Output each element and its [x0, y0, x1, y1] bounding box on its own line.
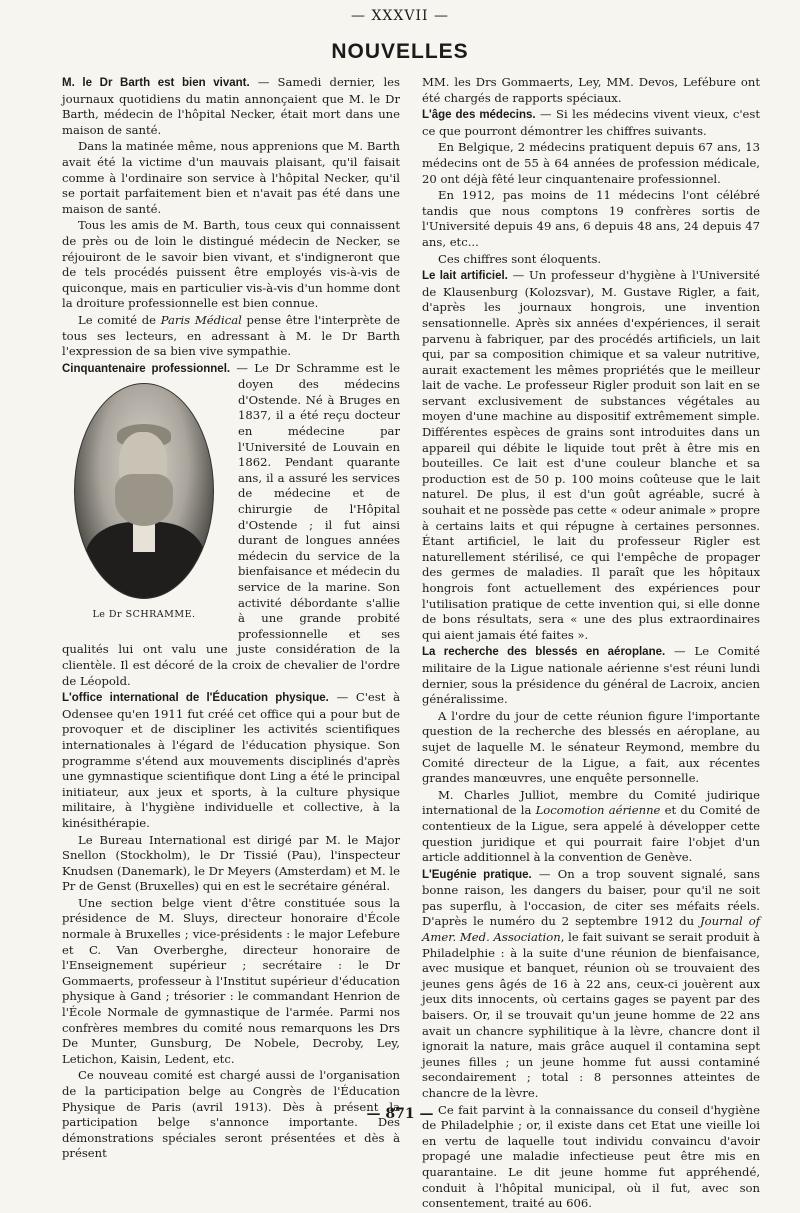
barth-paragraph-1: M. le Dr Barth est bien vivant. — Samedi dernier, les journaux quotidiens du matin annonçaient que M. le Dr Barth, médecin de l'hôpital Necker, était mort dans une maison de santé. [62, 75, 400, 137]
journal-name: Paris Médical [160, 312, 242, 327]
eugenie-paragraph-2: Ce fait parvint à la connaissance du conseil d'hygiène de Philadelphie ; or, il existe dans cet Etat une vieille loi en vertu de laquelle tout individu convaincu d'avoir propagé une maladie infectieuse peut être mis en quarantaine. Le dit jeune homme fut appréhendé, conduit à l'hôpital municipal, où il fut, avec son consentement, traité au 606. [422, 1102, 760, 1211]
age-paragraph-1: L'âge des médecins. — Si les médecins vivent vieux, c'est ce que pourront démontrer les chiffres suivants. [422, 107, 760, 138]
office-heading: L'office international de l'Éducation physique. [62, 692, 329, 705]
age-paragraph-2: En Belgique, 2 médecins pratiquent depuis 67 ans, 13 médecins ont de 55 à 64 années de profession médicale, 20 ont déjà fêté leur cinquantenaire professionnel. [422, 140, 760, 186]
left-column [62, 75, 400, 1163]
portrait-photo [74, 383, 214, 599]
blesses-paragraph-2: A l'ordre du jour de cette réunion figure l'importante question de la recherche des blessés en aéroplane, au sujet de laquelle M. le sénateur Reymond, membre du Comité directeur de la Ligue, a fait, aux récentes grandes manœuvres, une enquête personnelle. [422, 708, 760, 786]
office-paragraph-1: L'office international de l'Éducation physique. — C'est à Odensee qu'en 1911 fut créé cet office qui a pour but de provoquer et de discipliner les activités scientifiques internationales à l'égard de l'éducation physique. Son programme s'étend aux mouvements disciplinés d'après une gymnastique scientifique dont Ling a été le principal initiateur, aux jeux et sports, à la culture physique militaire, à l'hygiène individuelle et collective, à la kinésithérapie. [62, 690, 400, 830]
barth-paragraph-3: Tous les amis de M. Barth, tous ceux qui connaissent de près ou de loin le distingué médecin de Necker, se réjouiront de le savoir bien vivant, et s'indigneront que de tels procédés puissent être employés vis-à-vis de quiconque, mais en particulier vis-à-vis d'un homme dont la droiture professionnelle est bien connue. [62, 218, 400, 311]
lait-paragraph: Le lait artificiel. — Un professeur d'hygiène à l'Université de Klausenburg (Kolozsvar), M. Gustave Rigler, a fait, d'après les journaux hongrois, une invention sensationnelle. Après six années d'expériences, il serait parvenu à fabriquer, par des procédés artificiels, un lait qui, par sa composition chimique et sa valeur nutritive, aurait exactement les mêmes propriétés que le meilleur lait de vache. Le professeur Rigler produit son lait en se servant exclusivement de substances végétales au moyen d'une machine au dispositif extrêmement simple. Différentes espèces de grains sont introduites dans un appareil qui débite le liquide tout prêt à être mis en bouteilles. Ce lait est d'une couleur blanche et sa production est de 50 p. 100 moins coûteuse que le lait naturel. De plus, il est d'un goût agréable, sucré à souhait et ne possède pas cette « odeur animale » propre à certains laits et qui répugne à certaines personnes. Étant artificiel, le lait du professeur Rigler est naturellement stérilisé, ce qui l'empêche de propager des germes de maladies. Il paraît que les hôpitaux hongrois font actuellement des expériences pour l'utilisation pratique de cette invention qui, si elle donne de bons résultats, sera « une des plus extraordinaires qui aient jamais été faites ». [422, 268, 760, 642]
journal-name: Journal of Amer. Med. Association [422, 914, 760, 945]
office-paragraph-3: Une section belge vient d'être constituée sous la présidence de M. Sluys, directeur honoraire d'École normale à Bruxelles ; vice-présidents : le major Lefebure et C. Van Overberghe, directeur honoraire de l'Enseignement supérieur ; secrétaire : le Dr Gommaerts, professeur à l'Institut supérieur d'éducation physique à Gand ; trésorier : le commandant Henrion de l'École Normale de gymnastique de l'armée. Parmi nos confrères membres du comité nous remarquons les Drs De Munter, Gunsburg, De Nobele, Decroby, Ley, Letichon, Kaisin, Ledent, etc. [62, 895, 400, 1066]
office-paragraph-4: Ce nouveau comité est chargé aussi de l'organisation de la participation belge au Congrès de l'Éducation Physique de Paris (avril 1913). Dès à présent la participation belge s'annonce importante. Des démonstrations spéciales seront présentées et dès à présent [62, 1068, 400, 1161]
page-title: NOUVELLES [331, 40, 469, 63]
right-column [422, 75, 760, 1213]
page-number: — 871 — [366, 1106, 434, 1122]
schramme-paragraph: Cinquantenaire professionnel. Le Dr SCHRAMME. — Le Dr Schramme est le doyen des médecins d'Ostende. Né à Bruges en 1837, il a été reçu docteur en médecine par l'Université de Louvain en 1862. Pendant quarante ans, il a assuré les services de médecine et de chirurgie de l'Hôpital d'Ostende ; il fut ainsi durant de longues années médecin du service de la bienfaisance et médecin du service de la marine. Son activité débordante s'allie à une grande probité professionnelle et ses qualités lui ont valu une juste considération de la clientèle. Il est décoré de la croix de chevalier de l'ordre de Léopold. [62, 360, 400, 688]
blesses-paragraph-3: M. Charles Julliot, membre du Comité judirique international de la Locomotion aérienne et du Comité de contentieux de la Ligue, sera appelé à développer cette question juridique et qui pourrait faire l'objet d'un article additionnel à la convention de Genève. [422, 787, 760, 865]
barth-heading: M. le Dr Barth est bien vivant. [62, 77, 250, 89]
barth-paragraph-4: Le comité de Paris Médical pense être l'interprète de tous ses lecteurs, en adressant à M. le Dr Barth l'expression de sa bien vive sympathie. [62, 312, 400, 359]
blesses-paragraph-1: La recherche des blessés en aéroplane. — Le Comité militaire de la Ligue nationale aérienne s'est réuni lundi dernier, sous la présidence du général de Lacroix, ancien généralissime. [422, 644, 760, 707]
eugenie-paragraph-1: L'Eugénie pratique. — On a trop souvent signalé, sans bonne raison, les dangers du baiser, pour qu'il ne soit pas superflu, à l'occasion, de citer ses méfaits réels. D'après le numéro du 2 septembre 1912 du Journal of Amer. Med. Association, le fait suivant se serait produit à Philadelphie : à la suite d'une réunion de bienfaisance, avec musique et banquet, réunion où se trouvaient des jeunes gens âgés de 16 à 22 ans, ceux-ci jouèrent aux jeux dits innocents, où certains gages se payent par des baisers. Or, il se trouvait qu'un jeune homme de 22 ans avait un chancre syphilitique à la lèvre, chancre dont il ignorait la nature, mais grâce auquel il contamina sept jeunes filles ; un jeune homme fut aussi contaminé secondairement ; total : 8 personnes atteintes de chancre de la lèvre. [422, 866, 761, 1100]
lait-heading: Le lait artificiel. [422, 270, 508, 283]
office-paragraph-2: Le Bureau International est dirigé par M. le Major Snellon (Stockholm), le Dr Tissié (Pau), l'inspecteur Knudsen (Danemark), le Dr Meyers (Amsterdam) et M. le Pr de Genst (Bruxelles) qui en est le secrétaire général. [62, 832, 400, 894]
blesses-heading: La recherche des blessés en aéroplane. [422, 646, 666, 659]
age-heading: L'âge des médecins. [422, 109, 536, 122]
journal-name: Locomotion aérienne [535, 803, 661, 818]
page-roman-header: — XXXVII — [351, 8, 449, 24]
eugenie-heading: L'Eugénie pratique. [422, 868, 532, 881]
portrait-caption: Le Dr SCHRAMME. [92, 609, 196, 621]
portrait-figure [62, 381, 226, 623]
age-paragraph-4: Ces chiffres sont éloquents. [438, 251, 602, 266]
schramme-heading: Cinquantenaire professionnel. [62, 362, 231, 375]
age-paragraph-3: En 1912, pas moins de 11 médecins l'ont célébré tandis que nous comptons 19 confrères sortis de l'Université depuis 49 ans, 6 depuis 48 ans, 24 depuis 47 ans, etc... [422, 188, 760, 249]
continuation-paragraph: MM. les Drs Gommaerts, Ley, MM. Devos, Lefébure ont été chargés de rapports spéciaux. [422, 75, 760, 105]
barth-paragraph-2: Dans la matinée même, nous apprenions que M. Barth avait été la victime d'un mauvais plaisant, qu'il faisait comme à l'ordinaire son service à l'hôpital Necker, qu'il se portait parfaitement bien et n'avait pas été dans une maison de santé. [62, 139, 400, 216]
